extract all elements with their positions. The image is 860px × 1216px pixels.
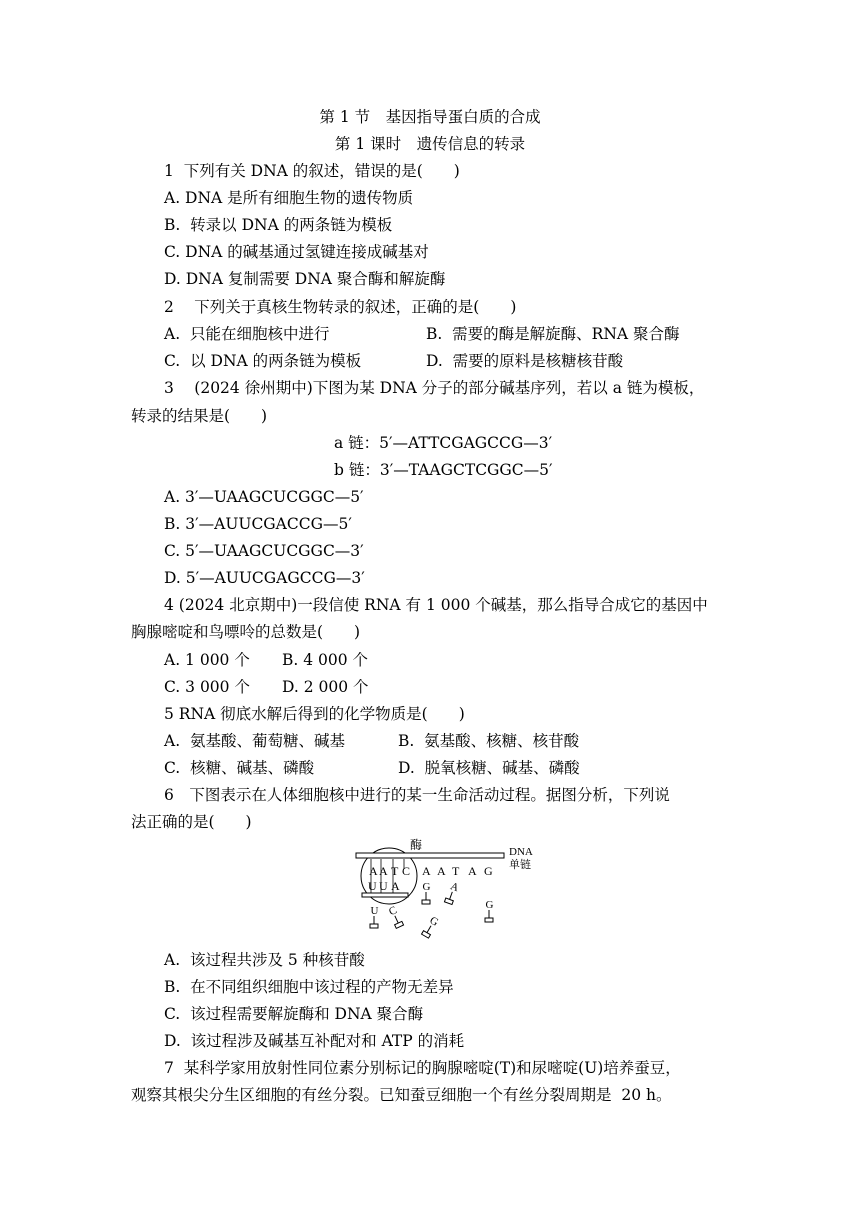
free-nucleotide-base: C xyxy=(387,904,399,919)
question-2-option-a: A. 只能在细胞核中进行 xyxy=(164,325,330,343)
template-base: C xyxy=(402,864,411,878)
nucleotide-stalk xyxy=(395,916,398,923)
free-nucleotides xyxy=(370,880,494,938)
question-2-option-b: B. 需要的酶是解旋酶、RNA 聚合酶 xyxy=(426,325,680,343)
free-nucleotide-base: U xyxy=(370,905,379,917)
question-6-stem-line-1: 6 下图表示在人体细胞核中进行的某一生命活动过程。据图分析，下列说 xyxy=(164,786,670,804)
question-5-option-b: B. 氨基酸、核糖、核苷酸 xyxy=(398,732,580,750)
dna-label-line-2: 单链 xyxy=(509,859,531,871)
phosphate-box xyxy=(422,931,431,938)
transcription-figure xyxy=(352,836,552,944)
question-4-stem-line-1: 4 (2024 北京期中)一段信使 RNA 有 1 000 个碱基，那么指导合成它的基因中 xyxy=(164,596,708,614)
paired-rna-base: U xyxy=(368,879,377,893)
question-4-option-c: C. 3 000 个 xyxy=(164,678,250,696)
question-5-option-c: C. 核糖、碱基、磷酸 xyxy=(164,759,315,777)
question-1-option-d: D. DNA 复制需要 DNA 聚合酶和解旋酶 xyxy=(164,270,446,288)
phosphate-box xyxy=(395,921,404,928)
enzyme-label: 酶 xyxy=(410,838,423,852)
free-nucleotide xyxy=(422,914,441,938)
paired-rna-base: U xyxy=(379,879,388,893)
template-base: A xyxy=(369,864,378,878)
question-6-option-a: A. 该过程共涉及 5 种核苷酸 xyxy=(164,951,365,969)
question-7-line-2: 观察其根尖分生区细胞的有丝分裂。已知蚕豆细胞一个有丝分裂周期是 20 h。 xyxy=(131,1086,672,1104)
question-2-option-c: C. 以 DNA 的两条链为模板 xyxy=(164,352,362,370)
template-bases xyxy=(369,864,493,878)
question-6-option-b: B. 在不同组织细胞中该过程的产物无差异 xyxy=(164,978,454,996)
question-1-option-b: B. 转录以 DNA 的两条链为模板 xyxy=(164,216,393,234)
question-3-option-b: B. 3′—AUUCGACCG—5′ xyxy=(164,515,352,533)
lesson-title: 第 1 课时 遗传信息的转录 xyxy=(334,135,526,153)
question-3-stem-line-1: 3 (2024 徐州期中)下图为某 DNA 分子的部分碱基序列，若以 a 链为模板， xyxy=(164,379,705,397)
template-base: G xyxy=(484,864,493,878)
question-3-option-c: C. 5′—UAAGCUCGGC—3′ xyxy=(164,542,364,560)
free-nucleotide-base: G xyxy=(427,914,441,929)
free-nucleotide xyxy=(387,904,404,928)
nucleotide-stalk xyxy=(427,926,431,933)
question-3-chain-b: b 链：3′—TAAGCTCGGC—5′ xyxy=(334,461,553,479)
template-base: A xyxy=(437,864,446,878)
question-3-option-d: D. 5′—AUUCGAGCCG—3′ xyxy=(164,569,365,587)
question-4-option-b: B. 4 000 个 xyxy=(282,651,369,669)
template-base: T xyxy=(391,864,399,878)
free-nucleotide xyxy=(444,880,460,905)
free-nucleotide-base: G xyxy=(422,881,431,893)
question-3-chain-a: a 链：5′—ATTCGAGCCG—3′ xyxy=(334,434,553,452)
phosphate-box xyxy=(485,918,493,922)
question-2-option-d: D. 需要的原料是核糖核苷酸 xyxy=(426,352,624,370)
free-nucleotide-base: G xyxy=(485,899,494,911)
template-base: A xyxy=(468,864,477,878)
question-3-option-a: A. 3′—UAAGCUCGGC—5′ xyxy=(164,488,364,506)
free-nucleotide-base: A xyxy=(448,880,461,895)
phosphate-box xyxy=(422,900,430,904)
free-nucleotide xyxy=(422,881,431,904)
question-4-option-d: D. 2 000 个 xyxy=(282,678,369,696)
question-4-option-a: A. 1 000 个 xyxy=(164,651,250,669)
question-1-option-a: A. DNA 是所有细胞生物的遗传物质 xyxy=(164,189,414,207)
question-4-stem-line-2: 胸腺嘧啶和鸟嘌呤的总数是( ) xyxy=(131,623,361,641)
question-1-stem: 1 下列有关 DNA 的叙述，错误的是( ) xyxy=(164,162,460,180)
free-nucleotide xyxy=(370,905,379,928)
template-base: T xyxy=(452,864,460,878)
question-2-stem: 2 下列关于真核生物转录的叙述，正确的是( ) xyxy=(164,298,517,316)
dna-strand xyxy=(356,853,504,858)
question-1-option-c: C. DNA 的碱基通过氢键连接成碱基对 xyxy=(164,243,429,261)
phosphate-box xyxy=(444,898,453,904)
question-6-option-c: C. 该过程需要解旋酶和 DNA 聚合酶 xyxy=(164,1005,424,1023)
rna-strand xyxy=(362,893,408,897)
free-nucleotide xyxy=(485,899,494,922)
phosphate-box xyxy=(370,924,378,928)
question-6-stem-line-2: 法正确的是( ) xyxy=(131,813,252,831)
question-7-line-1: 7 某科学家用放射性同位素分别标记的胸腺嘧啶(T)和尿嘧啶(U)培养蚕豆， xyxy=(164,1059,681,1077)
template-base: A xyxy=(422,864,431,878)
template-base: A xyxy=(379,864,388,878)
question-3-stem-line-2: 转录的结果是( ) xyxy=(131,407,268,425)
question-5-option-a: A. 氨基酸、葡萄糖、碱基 xyxy=(164,732,345,750)
nucleotide-stalk xyxy=(450,892,453,900)
dna-label-line-1: DNA xyxy=(509,846,533,858)
question-6-option-d: D. 该过程涉及碱基互补配对和 ATP 的消耗 xyxy=(164,1032,465,1050)
question-5-option-d: D. 脱氧核糖、碱基、磷酸 xyxy=(398,759,580,777)
paired-rna-base: A xyxy=(391,879,400,893)
question-5-stem: 5 RNA 彻底水解后得到的化学物质是( ) xyxy=(164,705,465,723)
paired-bases xyxy=(368,879,400,893)
section-title: 第 1 节 基因指导蛋白质的合成 xyxy=(319,108,541,126)
